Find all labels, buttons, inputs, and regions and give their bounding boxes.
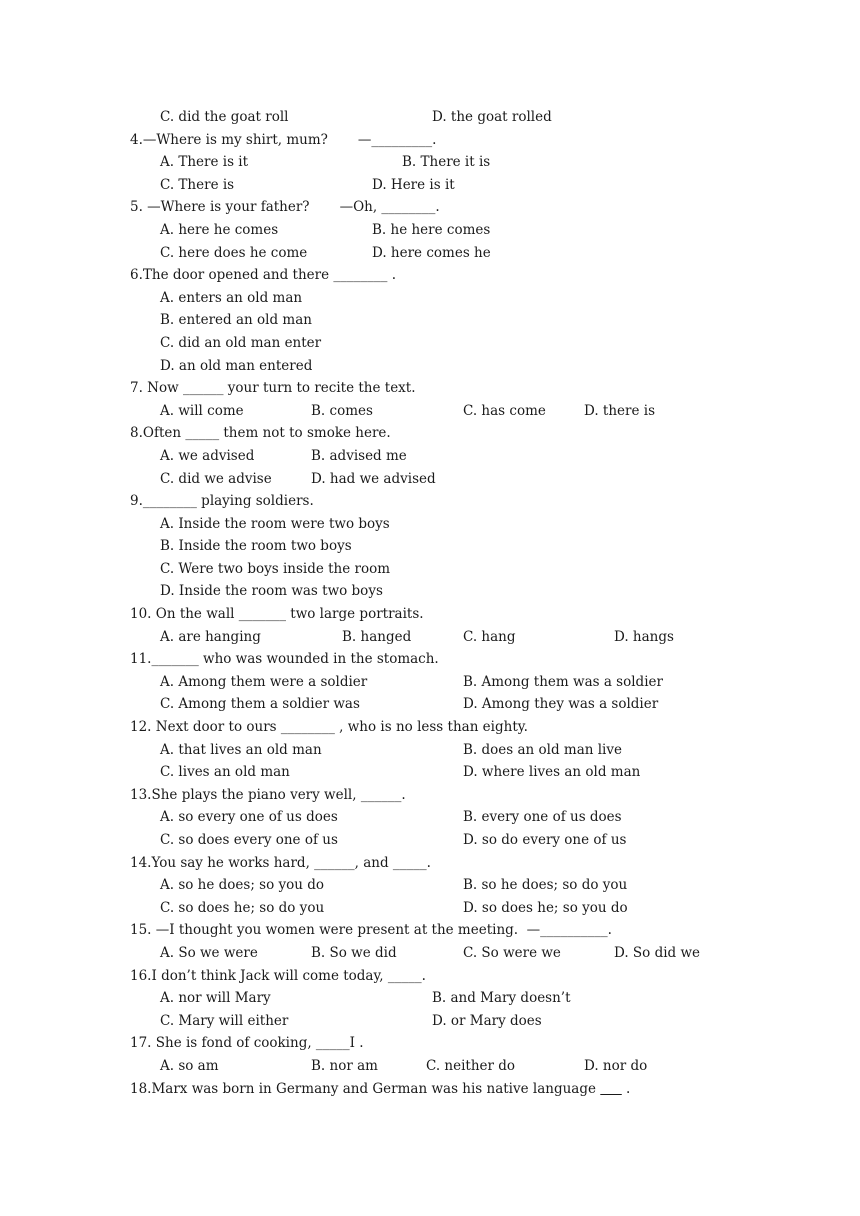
options-line: [0, 535, 860, 558]
options-line: [0, 332, 860, 355]
option: C. lives an old man: [160, 764, 290, 781]
option: A. so am: [160, 1057, 219, 1074]
options-line: [0, 580, 860, 603]
option: D. hangs: [614, 628, 674, 645]
question-text: 17. She is fond of cooking, _____I .: [130, 1035, 364, 1052]
option: C. did we advise: [160, 470, 272, 487]
question-stem: [0, 264, 860, 287]
option: B. every one of us does: [463, 809, 622, 826]
option: D. nor do: [584, 1057, 648, 1074]
option: D. So did we: [614, 944, 701, 961]
options-line: [0, 242, 860, 265]
options-line: [0, 671, 860, 694]
options-line: [0, 309, 860, 332]
options-line: [0, 151, 860, 174]
options-line: [0, 400, 860, 423]
question-stem: [0, 490, 860, 513]
option: A. Inside the room were two boys: [160, 515, 390, 532]
option: D. Here is it: [372, 176, 455, 193]
option: C. Were two boys inside the room: [160, 560, 391, 577]
options-line: [0, 468, 860, 491]
question-stem: [0, 377, 860, 400]
option: C. Among them a soldier was: [160, 696, 360, 713]
option: D. here comes he: [372, 244, 491, 261]
option: A. So we were: [160, 944, 258, 961]
option: C. so does he; so do you: [160, 899, 325, 916]
option: A. we advised: [160, 447, 255, 464]
option: B. nor am: [311, 1057, 378, 1074]
question-line: [130, 1078, 630, 1101]
options-line: [0, 106, 860, 129]
option: D. so do every one of us: [463, 832, 627, 848]
question-text: 14.You say he works hard, ______, and _____.: [130, 854, 431, 871]
option: B. and Mary doesn’t: [432, 990, 571, 1007]
option: C. has come: [463, 402, 546, 419]
question-text: 8.Often _____ them not to smoke here.: [130, 425, 391, 442]
option: A. here he comes: [160, 221, 279, 238]
options-line: [0, 445, 860, 468]
option: D. Inside the room was two boys: [160, 583, 383, 600]
question-stem: [0, 716, 860, 739]
question-text: 7. Now ______ your turn to recite the text.: [130, 380, 416, 397]
option: D. where lives an old man: [463, 764, 641, 781]
option: A. will come: [160, 402, 244, 419]
options-line: [0, 355, 860, 378]
option: C. So were we: [463, 944, 561, 961]
options-line: [0, 174, 860, 197]
options-line: [0, 987, 860, 1010]
question-text: 4.—Where is my shirt, mum? —_________.: [130, 131, 437, 148]
question-stem: [0, 422, 860, 445]
option: B. There it is: [402, 154, 491, 171]
options-line: [0, 874, 860, 897]
options-line: [0, 513, 860, 536]
option: B. comes: [311, 402, 373, 419]
option: C. did an old man enter: [160, 334, 322, 351]
question-text: 18.Marx was born in Germany and German was his native language: [130, 1080, 596, 1097]
options-line: [0, 558, 860, 581]
question-text: 5. —Where is your father? —Oh, ________.: [130, 199, 440, 216]
option: C. hang: [463, 628, 516, 645]
options-line: [0, 287, 860, 310]
answer-blank: [600, 1081, 621, 1097]
question-stem: [0, 965, 860, 988]
option: B. he here comes: [372, 221, 491, 238]
option: A. are hanging: [160, 628, 261, 645]
question-stem: [0, 196, 860, 219]
question-stem: [0, 648, 860, 671]
option: B. so he does; so do you: [463, 877, 628, 894]
question-stem: [0, 1032, 860, 1055]
option: A. enters an old man: [160, 289, 303, 306]
question-text: 13.She plays the piano very well, ______.: [130, 786, 406, 803]
option: A. There is it: [160, 154, 249, 171]
options-line: [0, 739, 860, 762]
option: D. there is: [584, 402, 656, 419]
options-line: [0, 829, 860, 852]
option: C. here does he come: [160, 244, 308, 261]
option: D. or Mary does: [432, 1012, 542, 1029]
option: B. entered an old man: [160, 312, 312, 329]
question-text: 9.________ playing soldiers.: [130, 493, 314, 510]
option: C. There is: [160, 176, 235, 193]
options-line: [0, 626, 860, 649]
worksheet: [0, 106, 860, 1100]
option: D. so does he; so you do: [463, 899, 628, 916]
question-stem: [0, 1078, 860, 1101]
question-tail: .: [621, 1080, 631, 1097]
question-stem: [0, 852, 860, 875]
option: A. so he does; so you do: [160, 877, 325, 894]
option: B. Among them was a soldier: [463, 673, 663, 690]
option: B. hanged: [342, 628, 412, 645]
option: C. Mary will either: [160, 1012, 289, 1029]
option: D. had we advised: [311, 470, 436, 487]
question-stem: [0, 129, 860, 152]
option: D. Among they was a soldier: [463, 696, 659, 713]
option: D. the goat rolled: [432, 109, 552, 125]
options-line: [0, 806, 860, 829]
question-stem: [0, 919, 860, 942]
option: B. So we did: [311, 944, 397, 961]
option: B. does an old man live: [463, 741, 622, 758]
question-text: 11._______ who was wounded in the stomach.: [130, 651, 439, 668]
option: A. so every one of us does: [160, 809, 338, 826]
option: C. neither do: [426, 1057, 516, 1074]
option: B. advised me: [311, 447, 407, 464]
options-line: [0, 1055, 860, 1078]
options-line: [0, 942, 860, 965]
question-text: 15. —I thought you women were present at the meeting. —__________.: [130, 922, 612, 939]
options-line: [0, 219, 860, 242]
options-line: [0, 693, 860, 716]
question-text: 10. On the wall _______ two large portraits.: [130, 606, 424, 623]
option: A. nor will Mary: [160, 990, 271, 1007]
option: B. Inside the room two boys: [160, 538, 352, 555]
question-text: 12. Next door to ours ________ , who is no less than eighty.: [130, 719, 528, 736]
option: A. Among them were a soldier: [160, 673, 368, 690]
options-line: [0, 1010, 860, 1033]
question-stem: [0, 784, 860, 807]
option: D. an old man entered: [160, 357, 313, 374]
options-line: [0, 761, 860, 784]
question-stem: [0, 603, 860, 626]
question-text: 6.The door opened and there ________ .: [130, 267, 396, 284]
options-line: [0, 897, 860, 920]
option: C. so does every one of us: [160, 832, 338, 848]
option: C. did the goat roll: [160, 109, 289, 125]
option: A. that lives an old man: [160, 741, 322, 758]
question-text: 16.I don’t think Jack will come today, _____.: [130, 967, 426, 984]
